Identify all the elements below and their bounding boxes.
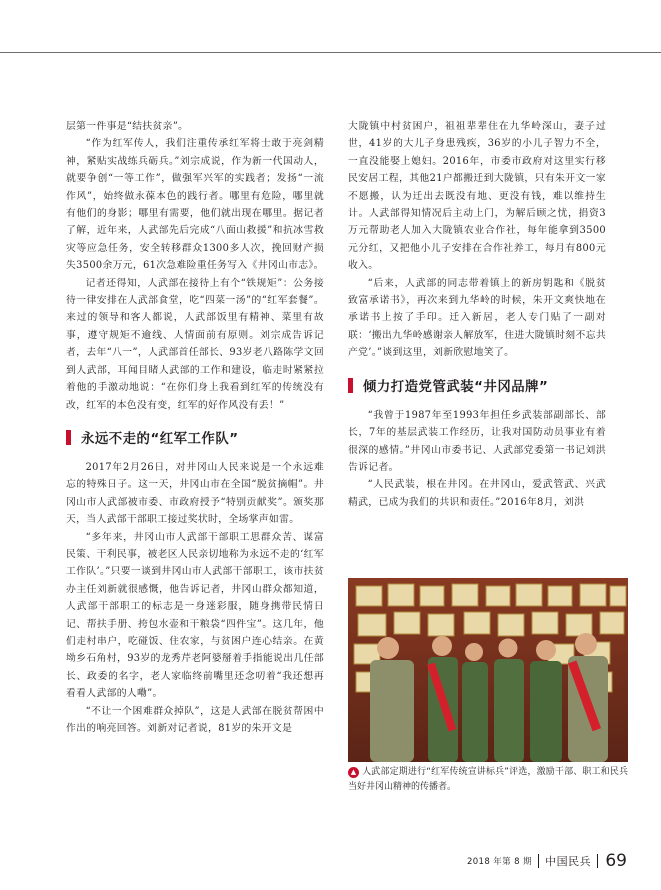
body-paragraph: “不让一个困难群众掉队”，这是人武部在脱贫帮困中作出的响亮回答。刘新对记者说，81岁的朱开文是 — [66, 705, 324, 734]
page-footer — [467, 850, 627, 872]
footer-divider — [597, 854, 598, 868]
body-paragraph: 层第一件事是“结扶贫亲”。 — [66, 121, 189, 132]
heading-marker-bar — [348, 378, 353, 393]
issue-label: 2018 年第 8 期 — [466, 857, 532, 867]
page-number: 69 — [605, 851, 627, 871]
body-paragraph: “作为红军传人，我们注重传承红军将士敢于亮剑精神，紧贴实战练兵砺兵。”刘宗成说，作为新一代国动人，就要争创“一等工作”，做强军兴军的实践者；发扬“一流作风”，始终做永葆本色的践行者。哪里有危险，哪里就有他们的身影；哪里有需要，他们就出现在哪里。据记者了解，近年来，人武部先后完成“八面山救援”和抗冰雪救灾等应急任务，安全转移群众1300多人次，挽回财产损失3500余万元，61次急难险重任务写入《井冈山市志》。 — [66, 138, 324, 272]
photo-caption-text: 人武部定期进行“红军传统宣讲标兵”评选，激励干部、职工和民兵当好井冈山精神的传播者。 — [348, 767, 628, 792]
body-paragraph: 记者还得知，人武部在接待上有个“铁规矩”：公务接待一律安排在人武部食堂，吃“四菜一汤”的“红军套餐”。来过的领导和客人都说，人武部饭里有精神、菜里有故事，遵守规矩不逾线、人情面前有原则。刘宗成告诉记者，去年“八一”，人武部首任部长、93岁老八路陈学文回到人武部，耳闻目睹人武部的工作和建设，临走时紧紧拉着他的手激动地说：“在你们身上我看到红军的传统没有改，红军的本色没有变，红军的好作风没有丢！” — [66, 277, 324, 411]
body-paragraph: “人民武装，根在井冈。在井冈山，爱武管武、兴武精武，已成为我们的共识和责任。”2016年8月，刘洪 — [348, 479, 606, 508]
body-paragraph: 大陇镇中村贫困户，祖祖辈辈住在九华岭深山，妻子过世，41岁的大儿子身患残疾，36岁的小儿子智力不全，一直没能娶上媳妇。2016年，市委市政府对这里实行移民安居工程，其他21户都搬迁到大陇镇，只有朱开文一家不愿搬，认为迁出去既没有地、更没有钱，难以维持生计。人武部得知情况后主动上门，为解后顾之忧，捐资3万元帮助老人加入大陇镇农业合作社，每年能拿到3500元分红，又把他小儿子安排在合作社养工，每月有800元收入。 — [348, 121, 606, 272]
heading-marker-bar — [66, 430, 71, 445]
section-heading-text: 倾力打造党管武装“井冈品牌” — [363, 379, 549, 395]
body-paragraph: “后来，人武部的同志带着镇上的新房钥匙和《脱贫致富承诺书》，再次来到九华岭的时候，朱开文爽快地在承诺书上按了手印。迁入新居，老人专门贴了一副对联：‘搬出九华岭感谢亲人解放军，住进大陇镇时刻不忘共产党’。”谈到这里，刘新欣慰地笑了。 — [348, 277, 606, 359]
photo-caption — [348, 765, 628, 794]
footer-divider — [538, 854, 539, 868]
body-paragraph: “我曾于1987年至1993年担任乡武装部副部长、部长，7年的基层武装工作经历，让我对国防动员事业有着很深的感情。”井冈山市委书记、人武部党委第一书记刘洪告诉记者。 — [348, 409, 606, 473]
header-rule — [0, 52, 661, 53]
body-paragraph: 2017年2月26日，对井冈山人民来说是一个永远难忘的特殊日子。这一天，井冈山市在全国“脱贫摘帽”。井冈山市人武部被市委、市政府授予“特别贡献奖”。颁奖那天，当人武部干部职工接过奖状时，全场掌声如雷。 — [66, 461, 324, 526]
body-paragraph: “多年来，井冈山市人武部干部职工思群众苦、谋富民策、干利民事，被老区人民亲切地称为永远不走的‘红军工作队’。”只要一谈到井冈山市人武部干部职工，该市扶贫办主任刘新就很感慨，他告诉记者，井冈山群众都知道，人武部干部职工的标志是一身迷彩服，随身携带民情日记、帮扶手册、挎包水壶和干粮袋“四件宝”。这几年，他们走村串户，吃碰饭、住农家，与贫困户连心结亲。在黄坳乡石角村，93岁的龙秀芹老阿婆掰着手指能说出几任部长、政委的名字，老人家临终前嘴里还念叨着“我还想再看看人武部的人嘞”。 — [66, 531, 324, 700]
news-photo — [348, 578, 628, 762]
section-heading-text: 永远不走的“红军工作队” — [81, 431, 239, 447]
page-header-band — [0, 0, 661, 52]
photo-illustration — [348, 578, 628, 762]
section-heading — [348, 376, 606, 395]
section-heading — [66, 428, 324, 447]
caption-triangle-icon: ▲ — [348, 767, 359, 778]
left-column — [66, 118, 324, 737]
right-column — [348, 118, 606, 511]
magazine-name: 中国民兵 — [545, 855, 592, 868]
